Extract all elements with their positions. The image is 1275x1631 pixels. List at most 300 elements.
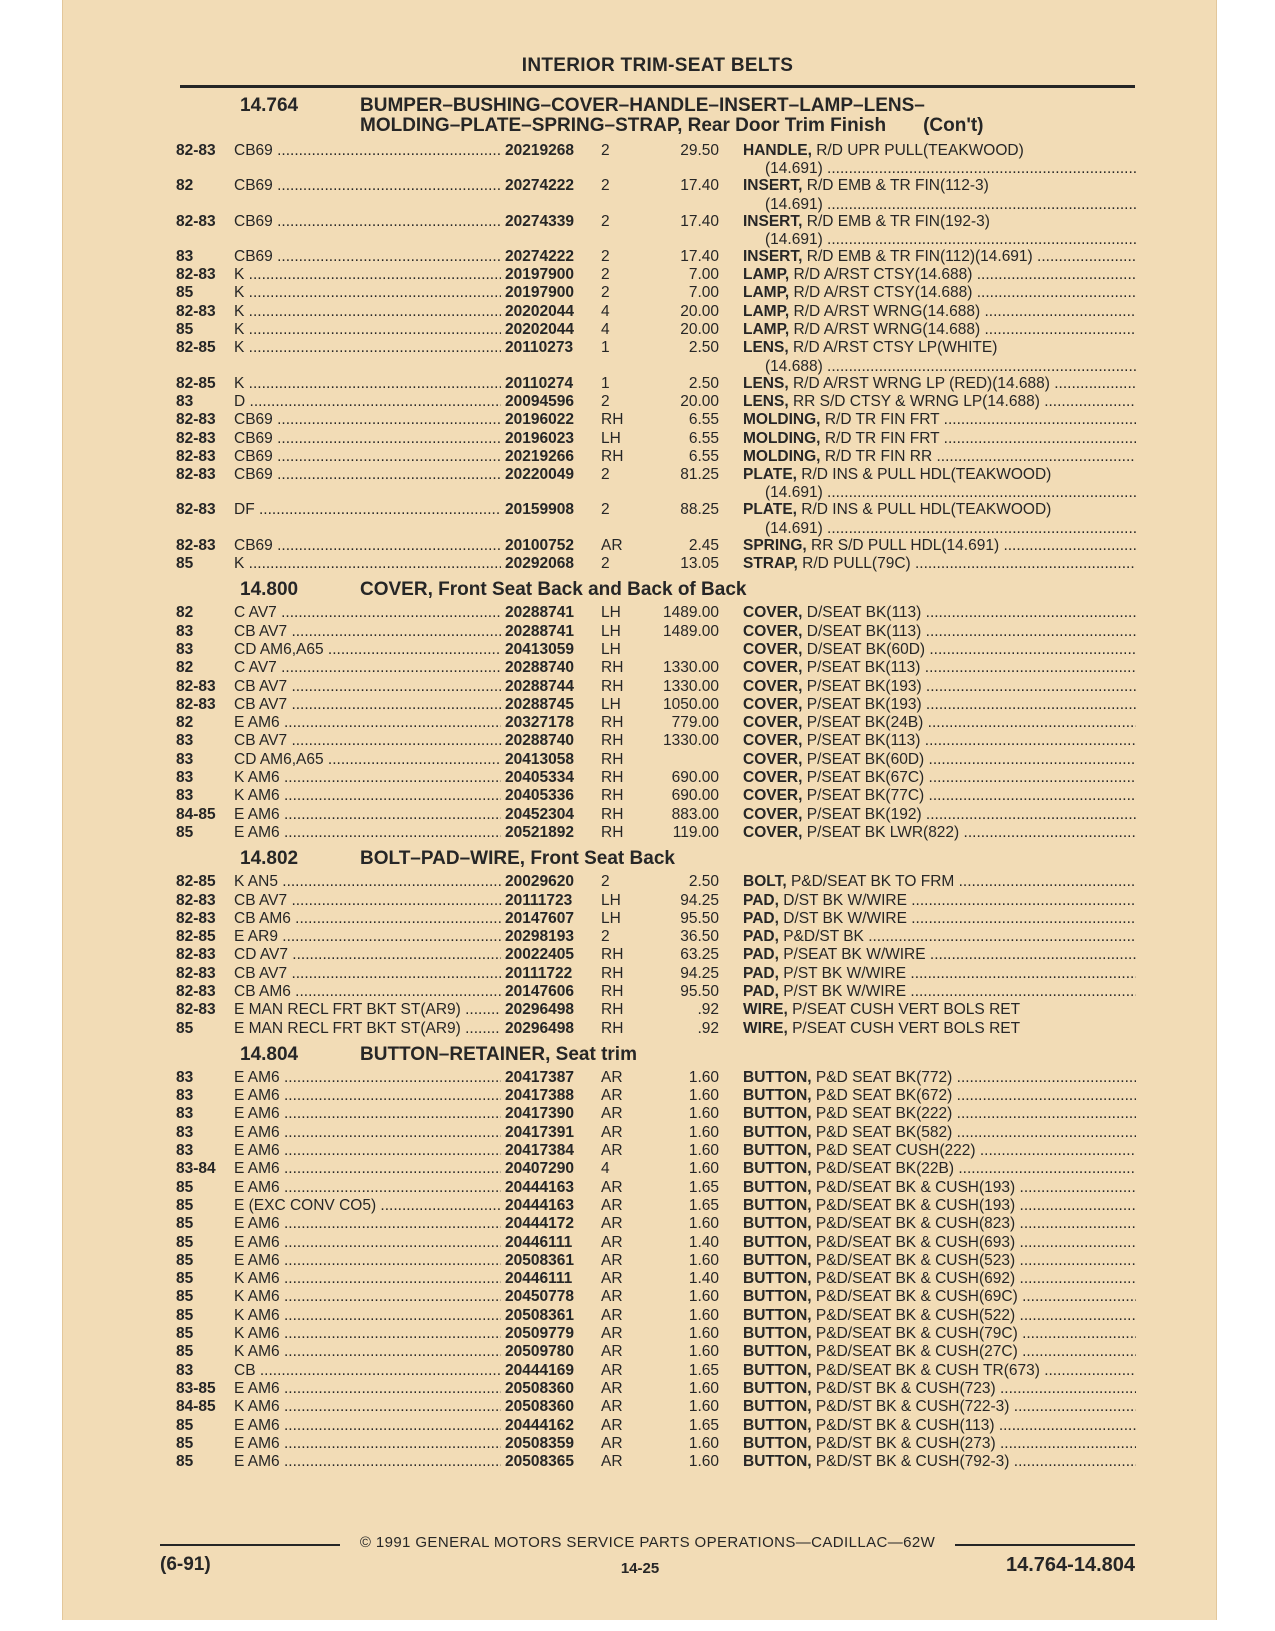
part-description: P/SEAT BK(113) — [806, 659, 921, 677]
part-description: D/SEAT BK(113) — [806, 604, 922, 622]
part-name: PAD, — [743, 909, 779, 927]
part-name: COVER, — [743, 787, 803, 805]
part-description: P&D/SEAT BK(22B) — [815, 1160, 955, 1178]
part-row — [176, 892, 1136, 910]
part-description: D/SEAT BK(113) — [806, 622, 922, 640]
part-name: LAMP, — [743, 284, 790, 302]
part-name: LENS, — [743, 374, 789, 392]
part-description: P/SEAT BK(67C) — [806, 769, 925, 787]
section-header — [176, 580, 1136, 600]
year-cell: 82-85 — [176, 873, 216, 891]
model-cell: CD AV7 ..... — [234, 946, 501, 964]
year-cell: 83-85 — [176, 1379, 216, 1397]
part-description: R/D A/RST WRNG(14.688) — [793, 321, 981, 339]
part-row — [176, 411, 1136, 429]
price-cell: 2.50 — [688, 374, 719, 392]
part-description: RR S/D PULL HDL(14.691) — [811, 536, 1000, 554]
model-cell: CB69 ..... — [234, 466, 501, 484]
part-number-cell: 20521892 — [505, 823, 574, 841]
year-cell: 83 — [176, 769, 194, 787]
part-number-cell: 20274339 — [505, 212, 574, 230]
part-number-cell: 20417390 — [505, 1105, 574, 1123]
quantity-cell: RH — [601, 769, 624, 787]
description-cell — [743, 604, 1136, 622]
part-row — [176, 501, 1136, 519]
part-name: BUTTON, — [743, 1105, 812, 1123]
part-number-cell: 20296498 — [505, 1019, 574, 1037]
part-row — [176, 824, 1136, 842]
year-cell: 85 — [176, 1233, 194, 1251]
part-row-continuation — [176, 231, 1136, 248]
description-cell — [743, 1252, 1136, 1270]
part-description: P&D/ST BK & CUSH(792-3) — [815, 1453, 1010, 1471]
part-number-cell: 20100752 — [505, 536, 574, 554]
quantity-cell: AR — [601, 1087, 623, 1105]
quantity-cell: LH — [601, 429, 621, 447]
description-cell — [743, 1398, 1136, 1416]
part-name: MOLDING, — [743, 447, 821, 465]
part-row — [176, 1435, 1136, 1453]
year-cell: 83 — [176, 750, 194, 768]
part-name: COVER, — [743, 732, 803, 750]
part-number-cell: 20508359 — [505, 1434, 574, 1452]
quantity-cell: AR — [601, 1142, 623, 1160]
part-row — [176, 623, 1136, 641]
year-cell: 82-83 — [176, 302, 216, 320]
year-cell: 82 — [176, 714, 194, 732]
part-row — [176, 732, 1136, 750]
model-cell: CB ..... — [234, 1362, 501, 1380]
year-cell: 82-85 — [176, 374, 216, 392]
model-cell: E AM6 ..... — [234, 1435, 501, 1453]
model-cell: CB69 ..... — [234, 177, 501, 195]
part-description: P&D SEAT BK(582) — [815, 1123, 953, 1141]
part-name: PLATE, — [743, 466, 797, 484]
price-cell: 883.00 — [671, 805, 719, 823]
model-cell: K AM6 ..... — [234, 769, 501, 787]
year-cell: 82-83 — [176, 695, 216, 713]
part-name: COVER, — [743, 823, 803, 841]
part-number-cell: 20405336 — [505, 787, 574, 805]
price-cell — [639, 641, 743, 659]
part-description: R/D A/RST WRNG LP (RED)(14.688) — [792, 374, 1050, 392]
year-cell: 82-83 — [176, 964, 216, 982]
description-cell — [743, 1288, 1136, 1306]
part-row — [176, 1307, 1136, 1325]
part-description: R/D UPR PULL(TEAKWOOD) — [816, 142, 1024, 159]
part-row — [176, 910, 1136, 928]
description-cell — [743, 1307, 1136, 1325]
part-description: P&D/SEAT BK & CUSH(693) — [815, 1233, 1016, 1251]
price-cell: 119.00 — [672, 823, 719, 841]
quantity-cell: 2 — [601, 392, 610, 410]
price-cell: 17.40 — [680, 212, 719, 230]
model-cell: D ..... — [234, 393, 501, 411]
part-name: COVER, — [743, 805, 803, 823]
part-description: D/ST BK W/WIRE — [783, 909, 907, 927]
model-cell: K AM6 ..... — [234, 1307, 501, 1325]
model-cell: CB AV7 ..... — [234, 965, 501, 983]
part-description: D/ST BK W/WIRE — [783, 891, 907, 909]
description-cell — [743, 1124, 1136, 1142]
part-row — [176, 1124, 1136, 1142]
price-cell: 7.00 — [688, 284, 719, 302]
section-number: 14.802 — [240, 848, 299, 870]
part-description: P&D/ST BK & CUSH(113) — [815, 1416, 995, 1434]
year-cell: 83 — [176, 1123, 194, 1141]
part-row — [176, 1142, 1136, 1160]
part-description: P/ST BK W/WIRE — [783, 964, 907, 982]
part-name: COVER, — [743, 677, 803, 695]
part-description: P&D/SEAT BK & CUSH(823) — [815, 1215, 1016, 1233]
part-name: WIRE, — [743, 1001, 788, 1019]
model-cell: CB AM6 ..... — [234, 910, 501, 928]
price-cell: 779.00 — [671, 714, 719, 732]
section-title — [360, 96, 1136, 136]
part-name: PLATE, — [743, 501, 797, 519]
part-row — [176, 678, 1136, 696]
part-name: BUTTON, — [743, 1160, 812, 1178]
part-name: COVER, — [743, 659, 803, 677]
section-subtitle: Front Seat Back — [530, 848, 675, 870]
year-cell: 82-83 — [176, 982, 216, 1000]
price-cell: 88.25 — [680, 501, 719, 519]
description-cell — [743, 448, 1136, 466]
part-number-cell: 20202044 — [505, 321, 574, 339]
year-cell: 83 — [176, 247, 194, 265]
section-title-main: BUTTON–RETAINER, — [360, 1043, 551, 1065]
quantity-cell: 2 — [601, 873, 610, 891]
quantity-cell: AR — [601, 1361, 623, 1379]
part-row — [176, 946, 1136, 964]
year-cell: 82-83 — [176, 212, 216, 230]
quantity-cell: LH — [601, 604, 621, 622]
part-row — [176, 142, 1136, 160]
part-name: BUTTON, — [743, 1416, 812, 1434]
section-number: 14.764 — [240, 95, 299, 116]
description-cell — [743, 806, 1136, 824]
part-row — [176, 1325, 1136, 1343]
description-cell — [743, 393, 1136, 411]
part-description: R/D EMB & TR FIN(112-3) — [806, 177, 989, 195]
quantity-cell: 2 — [601, 212, 610, 230]
description-cell — [743, 1001, 1136, 1019]
description-cell — [743, 732, 1136, 750]
part-number-cell: 20220049 — [505, 466, 574, 484]
part-description: P/SEAT CUSH VERT BOLS RET — [792, 1001, 1021, 1019]
description-cell — [743, 787, 1136, 805]
year-cell: 82-85 — [176, 928, 216, 946]
part-description: P/SEAT CUSH VERT BOLS RET — [792, 1019, 1021, 1037]
price-cell: 2.50 — [688, 873, 719, 891]
part-description: P/SEAT BK(77C) — [806, 787, 925, 805]
year-cell: 85 — [176, 1215, 194, 1233]
description-cell — [743, 1020, 1136, 1038]
quantity-cell: AR — [601, 1288, 623, 1306]
part-number-cell: 20029620 — [505, 873, 574, 891]
year-cell: 84-85 — [176, 805, 216, 823]
part-number-cell: 20444172 — [505, 1215, 574, 1233]
price-cell: 1.65 — [688, 1178, 719, 1196]
year-cell: 85 — [176, 1416, 194, 1434]
part-row — [176, 303, 1136, 321]
part-number-cell: 20413059 — [505, 640, 574, 658]
price-cell: .92 — [697, 1001, 719, 1019]
quantity-cell: RH — [601, 982, 624, 1000]
model-cell: K AM6 ..... — [234, 1343, 501, 1361]
model-cell: E AM6 ..... — [234, 1179, 501, 1197]
part-name: BUTTON, — [743, 1068, 812, 1086]
description-cell — [743, 537, 1136, 555]
part-row — [176, 696, 1136, 714]
part-number-cell: 20196023 — [505, 429, 574, 447]
quantity-cell: LH — [601, 891, 621, 909]
price-cell: 1.60 — [688, 1123, 719, 1141]
part-description: R/D EMB & TR FIN(192-3) — [806, 212, 990, 230]
part-row — [176, 1001, 1136, 1019]
part-row — [176, 806, 1136, 824]
part-number-cell: 20159908 — [505, 501, 574, 519]
part-number-cell: 20444162 — [505, 1416, 574, 1434]
description-cell — [743, 266, 1136, 284]
model-cell: CD AM6,A65 ..... — [234, 751, 501, 769]
quantity-cell: 2 — [601, 466, 610, 484]
description-cell — [743, 284, 1136, 302]
model-cell: E MAN RECL FRT BKT ST(AR9) ..... — [234, 1020, 501, 1038]
year-cell: 83 — [176, 1068, 194, 1086]
footer-rule-right — [955, 1544, 1135, 1546]
price-cell: 1.65 — [688, 1416, 719, 1434]
description-cell — [743, 946, 1136, 964]
part-row — [176, 1362, 1136, 1380]
year-cell: 82-83 — [176, 466, 216, 484]
part-description: P&D/ST BK — [783, 928, 864, 946]
part-description: P&D/SEAT BK & CUSH(522) — [815, 1306, 1016, 1324]
part-row — [176, 1069, 1136, 1087]
year-cell: 85 — [176, 284, 194, 302]
year-cell: 83 — [176, 1361, 194, 1379]
quantity-cell: AR — [601, 1196, 623, 1214]
part-name: COVER, — [743, 769, 803, 787]
price-cell: 20.00 — [680, 392, 719, 410]
description-cell — [743, 910, 1136, 928]
part-description: P&D/SEAT BK & CUSH(69C) — [815, 1288, 1018, 1306]
part-row — [176, 1453, 1136, 1471]
part-name: LENS, — [743, 392, 789, 410]
part-row — [176, 983, 1136, 1001]
model-cell: E AM6 ..... — [234, 1142, 501, 1160]
part-number-cell: 20288741 — [505, 604, 574, 622]
model-cell: CB AV7 ..... — [234, 678, 501, 696]
quantity-cell: RH — [601, 714, 624, 732]
part-row — [176, 466, 1136, 484]
price-cell — [639, 751, 743, 769]
price-cell: 6.55 — [688, 429, 719, 447]
model-cell: CB69 ..... — [234, 142, 501, 160]
part-name: LENS, — [743, 339, 789, 357]
price-cell: 1.60 — [688, 1288, 719, 1306]
part-description: P&D/SEAT BK & CUSH(27C) — [815, 1343, 1018, 1361]
part-number-cell: 20508361 — [505, 1306, 574, 1324]
quantity-cell: RH — [601, 1019, 624, 1037]
year-cell: 83 — [176, 1105, 194, 1123]
price-cell: 1.60 — [688, 1453, 719, 1471]
description-cell — [743, 1069, 1136, 1087]
model-cell: E MAN RECL FRT BKT ST(AR9) ..... — [234, 1001, 501, 1019]
part-description: D/SEAT BK(60D) — [806, 640, 926, 658]
description-cell — [743, 339, 1136, 357]
description-cell — [743, 751, 1136, 769]
year-cell: 85 — [176, 555, 194, 573]
price-cell: 1.60 — [688, 1087, 719, 1105]
part-name: MOLDING, — [743, 429, 821, 447]
part-row — [176, 1288, 1136, 1306]
description-continuation: (14.691) ..... — [753, 160, 1136, 177]
part-name: BUTTON, — [743, 1178, 812, 1196]
part-number-cell: 20417391 — [505, 1123, 574, 1141]
part-name: BOLT, — [743, 873, 787, 891]
part-row — [176, 1417, 1136, 1435]
description-cell — [743, 1343, 1136, 1361]
year-cell: 82 — [176, 177, 194, 195]
model-cell: CB AM6 ..... — [234, 983, 501, 1001]
year-cell: 85 — [176, 823, 194, 841]
quantity-cell: RH — [601, 823, 624, 841]
part-name: PAD, — [743, 928, 779, 946]
part-description: R/D INS & PULL HDL(TEAKWOOD) — [801, 466, 1052, 484]
description-cell — [743, 1105, 1136, 1123]
year-cell: 85 — [176, 1270, 194, 1288]
model-cell: CB69 ..... — [234, 537, 501, 555]
part-row — [176, 1020, 1136, 1038]
part-row — [176, 1380, 1136, 1398]
year-cell: 83 — [176, 640, 194, 658]
part-description: P/SEAT BK(193) — [806, 677, 922, 695]
year-cell: 83 — [176, 622, 194, 640]
part-description: R/D A/RST WRNG(14.688) — [793, 302, 981, 320]
model-cell: K ..... — [234, 321, 501, 339]
price-cell: 1.60 — [688, 1251, 719, 1269]
part-description: P&D/SEAT BK & CUSH(193) — [815, 1196, 1016, 1214]
title-rule — [180, 85, 1135, 88]
quantity-cell: RH — [601, 787, 624, 805]
quantity-cell: AR — [601, 1123, 623, 1141]
model-cell: K AM6 ..... — [234, 1325, 501, 1343]
quantity-cell: 1 — [601, 374, 610, 392]
description-cell — [743, 659, 1136, 677]
part-name: PAD, — [743, 964, 779, 982]
description-cell — [743, 213, 1136, 231]
year-cell: 82-83 — [176, 1001, 216, 1019]
part-number-cell: 20444169 — [505, 1361, 574, 1379]
description-cell — [743, 928, 1136, 946]
part-name: INSERT, — [743, 212, 803, 230]
part-number-cell: 20147607 — [505, 909, 574, 927]
part-description: R/D TR FIN FRT — [824, 411, 940, 429]
part-number-cell: 20292068 — [505, 555, 574, 573]
price-cell: 1.40 — [688, 1270, 719, 1288]
model-cell: E AM6 ..... — [234, 806, 501, 824]
price-cell: 690.00 — [671, 769, 719, 787]
description-cell — [743, 1160, 1136, 1178]
part-number-cell: 20111722 — [505, 964, 573, 982]
description-cell — [743, 892, 1136, 910]
description-cell — [743, 965, 1136, 983]
model-cell: K AM6 ..... — [234, 1398, 501, 1416]
part-name: BUTTON, — [743, 1087, 812, 1105]
description-cell — [743, 678, 1136, 696]
part-name: BUTTON, — [743, 1142, 812, 1160]
part-row — [176, 714, 1136, 732]
part-name: INSERT, — [743, 177, 803, 195]
part-name: COVER, — [743, 714, 803, 732]
part-row — [176, 1160, 1136, 1178]
part-name: MOLDING, — [743, 411, 821, 429]
price-cell: .92 — [697, 1019, 719, 1037]
year-cell: 85 — [176, 1434, 194, 1452]
price-cell: 81.25 — [680, 466, 719, 484]
part-row — [176, 787, 1136, 805]
part-description: R/D INS & PULL HDL(TEAKWOOD) — [801, 501, 1052, 519]
part-number-cell: 20446111 — [505, 1233, 573, 1251]
part-row — [176, 965, 1136, 983]
model-cell: E AM6 ..... — [234, 1453, 501, 1471]
quantity-cell: 4 — [601, 1160, 610, 1178]
description-cell — [743, 501, 1136, 519]
year-cell: 82 — [176, 604, 194, 622]
model-cell: CB69 ..... — [234, 448, 501, 466]
price-cell: 95.50 — [680, 982, 719, 1000]
section-header — [176, 1045, 1136, 1065]
section-continued-note: (Con't) — [923, 115, 984, 136]
price-cell: 1.60 — [688, 1306, 719, 1324]
year-cell: 83 — [176, 1142, 194, 1160]
price-cell: 17.40 — [680, 177, 719, 195]
year-cell: 85 — [176, 1251, 194, 1269]
part-number-cell: 20147606 — [505, 982, 574, 1000]
part-row — [176, 769, 1136, 787]
model-cell: K ..... — [234, 375, 501, 393]
quantity-cell: 2 — [601, 247, 610, 265]
quantity-cell: AR — [601, 1379, 623, 1397]
price-cell: 1.60 — [688, 1343, 719, 1361]
model-cell: K ..... — [234, 303, 501, 321]
part-name: PAD, — [743, 946, 779, 964]
model-cell: CB AV7 ..... — [234, 732, 501, 750]
part-number-cell: 20196022 — [505, 411, 574, 429]
model-cell: E AM6 ..... — [234, 1087, 501, 1105]
part-row — [176, 1087, 1136, 1105]
part-number-cell: 20405334 — [505, 769, 574, 787]
description-cell — [743, 696, 1136, 714]
model-cell: K ..... — [234, 266, 501, 284]
part-number-cell: 20450778 — [505, 1288, 574, 1306]
part-number-cell: 20508360 — [505, 1398, 574, 1416]
part-number-cell: 20444163 — [505, 1178, 574, 1196]
part-description: P&D SEAT CUSH(222) — [815, 1142, 976, 1160]
part-row — [176, 1270, 1136, 1288]
description-cell — [743, 623, 1136, 641]
part-description: P&D SEAT BK(222) — [815, 1105, 953, 1123]
part-description: P/SEAT BK(193) — [806, 695, 922, 713]
part-number-cell: 20417384 — [505, 1142, 574, 1160]
description-cell — [743, 248, 1136, 266]
year-cell: 83 — [176, 392, 194, 410]
year-cell: 82-83 — [176, 429, 216, 447]
part-name: BUTTON, — [743, 1325, 812, 1343]
quantity-cell: RH — [601, 1001, 624, 1019]
price-cell: 63.25 — [680, 946, 719, 964]
